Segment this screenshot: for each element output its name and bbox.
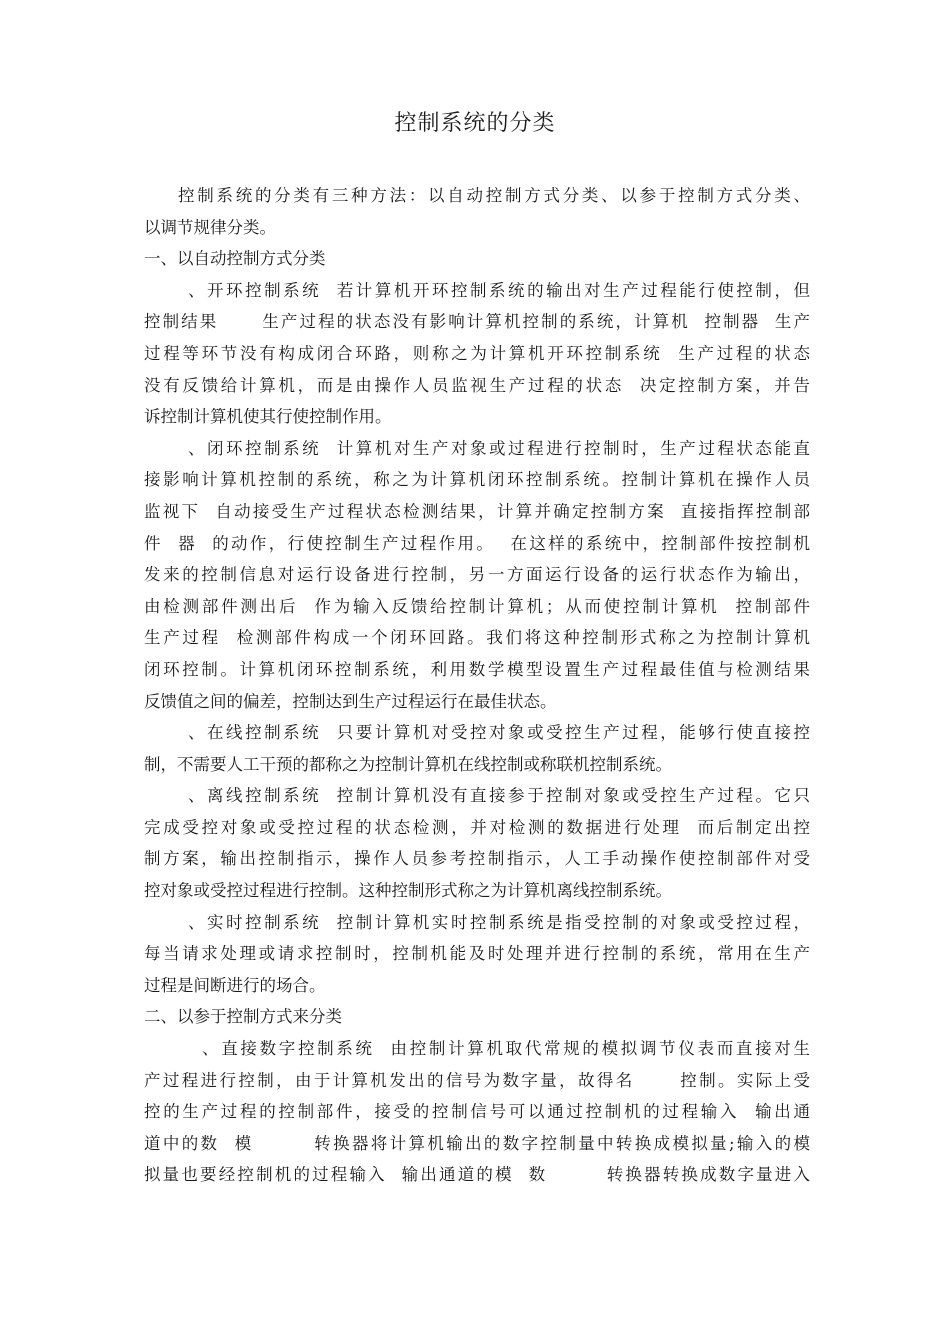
text-line: 过程等环节没有构成闭合环路，则称之为计算机开环控制系统 生产过程的状态: [144, 343, 810, 363]
text-line: 道中的数 模 转换器将计算机输出的数字控制量中转换成模拟量;输入的模: [144, 1133, 810, 1153]
text-line: 拟量也要经控制机的过程输入 输出通道的模 数 转换器转换成数字量进入: [144, 1165, 810, 1185]
text-line: 、实时控制系统 控制计算机实时控制系统是指受控制的对象或受控过程，: [188, 912, 810, 932]
text-line: 制，不需要人工干预的都称之为控制计算机在线控制或称联机控制系统。: [144, 754, 672, 774]
text-line: 监视下 自动接受生产过程状态检测结果，计算并确定控制方案 直接指挥控制部: [144, 501, 810, 521]
text-line: 一、以自动控制方式分类: [144, 249, 326, 269]
document-body: [144, 180, 810, 1191]
text-line: 过程是间断进行的场合。: [144, 975, 326, 995]
text-line: 二、以参于控制方式来分类: [144, 1007, 342, 1027]
text-line: 、闭环控制系统 计算机对生产对象或过程进行控制时，生产过程状态能直: [188, 438, 810, 458]
text-line: 、开环控制系统 若计算机开环控制系统的输出对生产过程能行使控制，但: [188, 280, 810, 300]
text-line: 没有反馈给计算机，而是由操作人员监视生产过程的状态 决定控制方案，并告: [144, 375, 810, 395]
document-title: 控制系统的分类: [394, 111, 556, 136]
text-line: 闭环控制。计算机闭环控制系统，利用数学模型设置生产过程最佳值与检测结果: [144, 659, 810, 679]
text-line: 、直接数字控制系统 由控制计算机取代常规的模拟调节仪表而直接对生: [202, 1039, 810, 1059]
text-line: 以调节规律分类。: [144, 217, 276, 237]
text-line: 制方案，输出控制指示，操作人员参考控制指示，人工手动操作使控制部件对受: [144, 849, 810, 869]
text-line: 控的生产过程的控制部件，接受的控制信号可以通过控制机的过程输入 输出通: [144, 1102, 810, 1122]
text-line: 生产过程 检测部件构成一个闭环回路。我们将这种控制形式称之为控制计算机: [144, 628, 810, 648]
text-line: 接影响计算机控制的系统，称之为计算机闭环控制系统。控制计算机在操作人员: [144, 470, 810, 490]
text-line: 、在线控制系统 只要计算机对受控对象或受控生产过程，能够行使直接控: [188, 723, 810, 743]
text-line: 控制系统的分类有三种方法：以自动控制方式分类、以参于控制方式分类、: [178, 186, 810, 205]
text-line: 产过程进行控制，由于计算机发出的信号为数字量，故得名 控制。实际上受: [144, 1070, 810, 1090]
text-line: 控对象或受控过程进行控制。这种控制形式称之为计算机离线控制系统。: [144, 881, 672, 901]
text-line: 件 器 的动作，行使控制生产过程作用。 在这样的系统中，控制部件按控制机: [144, 533, 810, 553]
text-line: 控制结果 生产过程的状态没有影响计算机控制的系统，计算机 控制器 生产: [144, 312, 810, 332]
text-line: 发来的控制信息对运行设备进行控制，另一方面运行设备的运行状态作为输出，: [144, 565, 810, 585]
text-line: 、离线控制系统 控制计算机没有直接参于控制对象或受控生产过程。它只: [188, 786, 810, 806]
text-line: 完成受控对象或受控过程的状态检测，并对检测的数据进行处理 而后制定出控: [144, 817, 810, 837]
text-line: 诉控制计算机使其行使控制作用。: [144, 407, 392, 427]
text-line: 由检测部件测出后 作为输入反馈给控制计算机；从而使控制计算机 控制部件: [144, 596, 810, 616]
text-line: 每当请求处理或请求控制时，控制机能及时处理并进行控制的系统，常用在生产: [144, 944, 810, 964]
text-line: 反馈值之间的偏差，控制达到生产过程运行在最佳状态。: [144, 691, 557, 711]
